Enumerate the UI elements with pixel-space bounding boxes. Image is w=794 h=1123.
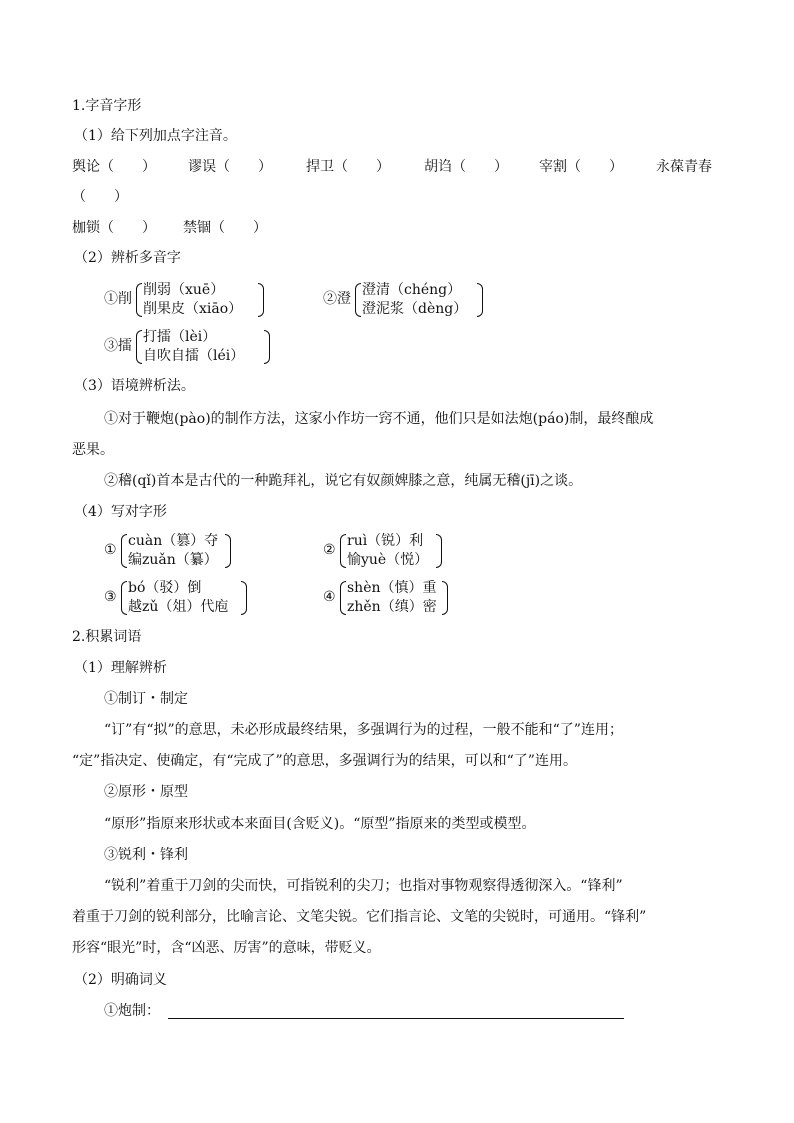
char-form-a: bó（驳）倒: [128, 580, 202, 596]
left-brace-icon: [136, 283, 142, 317]
polyphone-number: ②澄: [323, 291, 351, 307]
q2-label: （2）辨析多音字: [74, 250, 181, 266]
left-brace-icon: [121, 581, 127, 615]
term-heading: ③锐利・锋利: [104, 847, 188, 863]
char-form-number: ②: [323, 542, 336, 558]
pinyin-blank-wrap: （ ）: [72, 189, 128, 205]
polyphone-group: [136, 281, 264, 317]
term-explanation: “锐利”着重于刀剑的尖而快，可指锐利的尖刀；也指对事物观察得透彻深入。“锋利”: [104, 878, 623, 894]
polyphone-reading-b: 自吹自擂（léi）: [143, 348, 245, 364]
term-explanation: “定”指决定、使确定，有“完成了”的意思，多强调行为的结果，可以和“了”连用。: [72, 753, 577, 769]
char-form-number: ③: [104, 589, 117, 605]
right-brace-icon: [436, 534, 442, 568]
char-form-a: ruì（锐）利: [347, 533, 424, 549]
left-brace-icon: [121, 534, 127, 568]
pinyin-blank-item: 永葆青春: [656, 159, 712, 175]
term-explanation: “原形”指原来形状或本来面目(含贬义)。“原型”指原来的类型或模型。: [104, 816, 536, 832]
right-brace-icon: [241, 581, 247, 615]
sub2-label: （2）明确词义: [74, 972, 167, 988]
char-form-group: [121, 579, 249, 615]
right-brace-icon: [442, 581, 448, 615]
right-brace-icon: [225, 534, 231, 568]
polyphone-reading-b: 削果皮（xiāo）: [143, 301, 243, 317]
polyphone-group: [355, 281, 483, 317]
pinyin-blank-item: 胡诌（ ）: [424, 159, 508, 175]
char-form-b: 愉yuè（悦）: [347, 552, 429, 568]
section-1-title: 1.字音字形: [72, 98, 142, 114]
term-explanation: 着重于刀剑的锐利部分，比喻言论、文笔尖锐。它们指言论、文笔的尖锐时，可通用。“锋利”: [72, 909, 647, 925]
term-explanation: 形容“眼光”时，含“凶恶、厉害”的意味，带贬义。: [72, 940, 381, 956]
char-form-b: zhěn（缜）密: [347, 599, 437, 615]
pinyin-blank-item: 捍卫（ ）: [306, 159, 390, 175]
pinyin-blank-item: 宰割（ ）: [539, 159, 623, 175]
left-brace-icon: [340, 534, 346, 568]
term-heading: ②原形・原型: [104, 784, 188, 800]
q4-label: （4）写对字形: [74, 504, 167, 520]
char-form-a: shèn（慎）重: [347, 580, 437, 596]
sub1-label: （1）理解辨析: [74, 660, 167, 676]
definition-item: ①炮制：: [104, 1003, 160, 1019]
char-form-number: ④: [323, 589, 336, 605]
polyphone-group: [136, 328, 272, 364]
char-form-group: [340, 579, 452, 615]
answer-blank-line[interactable]: [168, 1018, 624, 1019]
polyphone-reading-b: 澄泥浆（dèng）: [362, 301, 468, 317]
pinyin-blank-item: 谬误（ ）: [188, 159, 272, 175]
char-form-group: [121, 532, 233, 568]
context-sentence-1: ①对于鞭炮(pào)的制作方法，这家小作坊一窍不通，他们只是如法炮(páo)制，最终酿成: [104, 411, 654, 427]
char-form-number: ①: [104, 542, 117, 558]
char-form-b: 编zuǎn（纂）: [128, 552, 218, 568]
polyphone-reading-a: 削弱（xuē）: [143, 282, 225, 298]
right-brace-icon: [264, 330, 270, 364]
term-heading: ①制订・制定: [104, 691, 188, 707]
right-brace-icon: [258, 283, 264, 317]
q3-label: （3）语境辨析法。: [74, 378, 195, 394]
pinyin-blank-item: 禁锢（ ）: [183, 220, 267, 236]
pinyin-blank-item: 舆论（ ）: [72, 159, 156, 175]
left-brace-icon: [340, 581, 346, 615]
char-form-b: 越zǔ（俎）代庖: [128, 599, 229, 615]
context-sentence-1-cont: 恶果。: [72, 442, 114, 458]
char-form-group: [340, 532, 444, 568]
section-2-title: 2.积累词语: [72, 629, 142, 645]
polyphone-number: ①削: [104, 291, 132, 307]
polyphone-reading-a: 澄清（chéng）: [362, 282, 462, 298]
context-sentence-2: ②稽(qǐ)首本是古代的一种跪拜礼，说它有奴颜婢膝之意，纯属无稽(jī)之谈。: [104, 473, 583, 489]
pinyin-blank-item: 枷锁（ ）: [72, 220, 156, 236]
q1-label: （1）给下列加点字注音。: [74, 128, 237, 144]
polyphone-number: ③擂: [104, 338, 132, 354]
term-explanation: “订”有“拟”的意思，未必形成最终结果，多强调行为的过程，一般不能和“了”连用；: [104, 722, 623, 738]
right-brace-icon: [477, 283, 483, 317]
left-brace-icon: [355, 283, 361, 317]
left-brace-icon: [136, 330, 142, 364]
char-form-a: cuàn（篡）夺: [128, 533, 219, 549]
polyphone-reading-a: 打擂（lèi）: [143, 329, 217, 345]
